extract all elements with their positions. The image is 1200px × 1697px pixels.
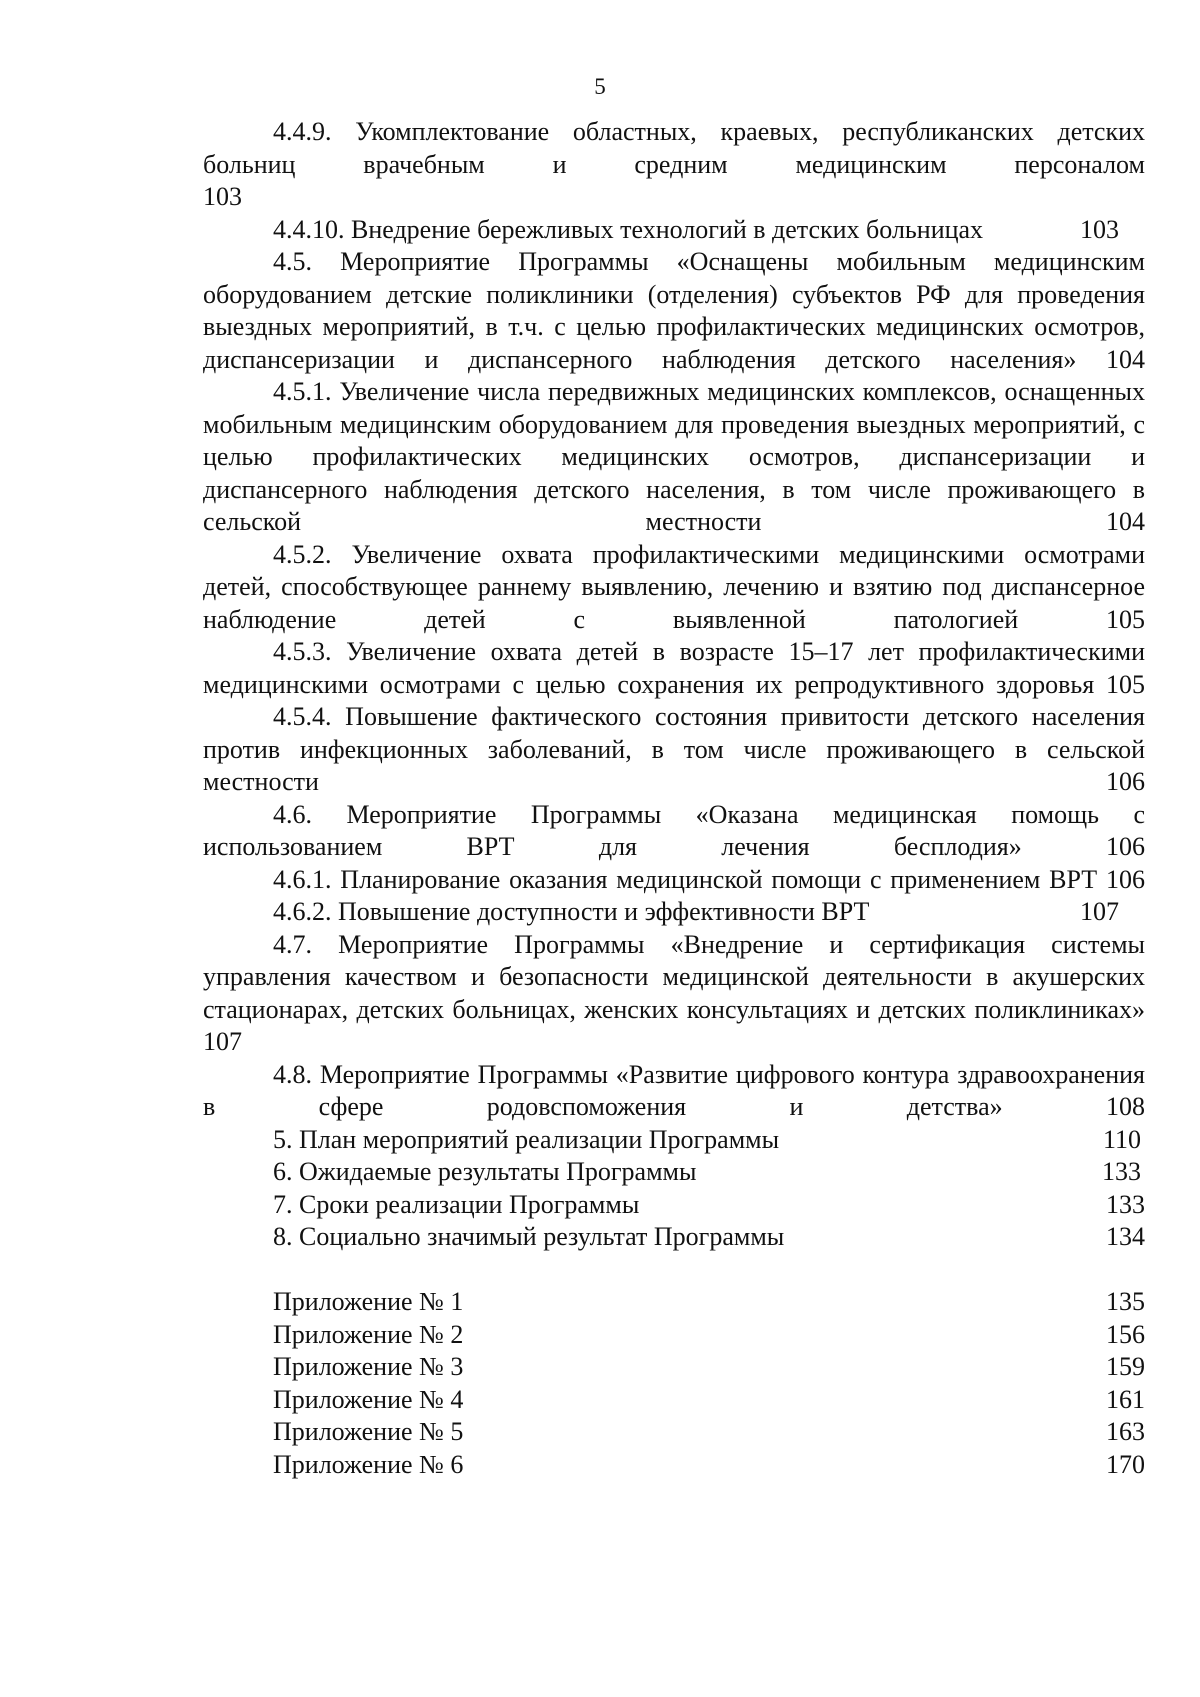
toc-entry-title: 4.5.4. Повышение фактического состояния привитости детского населения против инфекционных заболеваний, в том числе проживающего в сельской местности [203,702,1145,796]
appendix-title: Приложение № 3 [273,1352,464,1381]
toc-appendix-3[interactable] [203,1351,1145,1384]
toc-appendix-6[interactable] [203,1449,1145,1482]
section-spacer [203,1254,1145,1287]
toc-entry-4-8[interactable] [203,1059,1145,1124]
toc-entry-7[interactable] [203,1189,1145,1222]
toc-entry-page: 106 [1106,832,1146,861]
toc-appendix-2[interactable] [203,1319,1145,1352]
toc-entry-page: 107 [1080,897,1119,926]
toc-entry-4-5-1[interactable] [203,376,1145,539]
page-number: 5 [594,74,606,99]
toc-appendix-5[interactable] [203,1416,1145,1449]
toc-entry-title: 4.4.10. Внедрение бережливых технологий в детских больницах [273,214,984,244]
toc-entry-6[interactable] [203,1156,1145,1189]
toc-entry-title: 4.5.2. Увеличение охвата профилактическими медицинскими осмотрами детей, способствующее раннему выявлению, лечению и взятию под диспансерное наблюдение детей с выявленной патологией [203,539,1145,634]
toc-entry-4-5-3[interactable] [203,636,1145,701]
appendix-title: Приложение № 5 [273,1417,464,1446]
toc-entry-page: 103 [203,182,242,211]
toc-entry-5[interactable] [203,1124,1145,1157]
toc-entry-4-6-2[interactable] [203,896,1145,929]
toc-appendix-4[interactable] [203,1384,1145,1417]
appendix-title: Приложение № 1 [273,1287,464,1316]
appendix-page: 163 [1106,1417,1145,1446]
toc-entry-page: 105 [1106,604,1146,634]
toc-entry-title: 7. Сроки реализации Программы [273,1189,640,1219]
appendix-page: 161 [1106,1384,1145,1414]
toc-entry-title: 4.6.2. Повышение доступности и эффективности ВРТ [273,897,870,926]
toc-entry-title: 5. План мероприятий реализации Программы [273,1124,780,1154]
toc-entry-page: 103 [1080,214,1119,244]
toc-entry-page: 134 [1106,1222,1145,1251]
toc-entry-page: 106 [1106,864,1145,894]
toc-entry-page: 104 [1106,344,1145,374]
appendix-title: Приложение № 2 [273,1319,464,1349]
toc-entry-4-7[interactable] [203,929,1145,1059]
toc-entry-page: 133 [1102,1157,1141,1186]
toc-entry-8[interactable] [203,1221,1145,1254]
toc-entry-title: 4.8. Мероприятие Программы «Развитие цифрового контура здравоохранения в сфере родовспоможения и детства» [203,1059,1145,1121]
toc-appendix-1[interactable] [203,1286,1145,1319]
toc-entry-4-4-9[interactable] [203,116,1145,181]
toc-entry-title: 8. Социально значимый результат Программы [273,1222,785,1251]
toc-entry-4-4-9-page-line [203,181,1145,214]
toc-entry-page: 104 [1106,507,1146,536]
toc-entry-title: 4.4.9. Укомплектование областных, краевых, республиканских детских больниц врачебным и средним медицинским персоналом [203,117,1145,179]
toc-entry-4-4-10[interactable] [203,214,1145,247]
toc-entry-page: 133 [1106,1189,1145,1219]
toc-entry-page: 107 [203,1027,242,1056]
appendix-page: 135 [1106,1287,1145,1316]
toc-entry-4-5-2[interactable] [203,539,1145,637]
toc-entry-page: 105 [1106,669,1145,699]
toc-entry-4-5[interactable] [203,246,1145,376]
toc-entry-title: 4.5.1. Увеличение числа передвижных медицинских комплексов, оснащенных мобильным медицинским оборудованием для проведения выездных мероприятий, с целью профилактических медицинских осмотров, диспансеризации и диспансерного наблюдения детского населения, в том числе проживающего в сельской местности [203,377,1145,536]
appendix-title: Приложение № 6 [273,1449,464,1479]
toc-entry-4-5-4[interactable] [203,701,1145,799]
toc-entry-title: 4.7. Мероприятие Программы «Внедрение и сертификация системы управления качеством и безопасности медицинской деятельности в акушерских стационарах, детских больницах, женских консультациях и детских поликлиниках» [203,929,1145,1024]
appendix-page: 170 [1106,1449,1145,1479]
toc-entry-title: 6. Ожидаемые результаты Программы [273,1157,697,1186]
table-of-contents [203,116,1145,1481]
toc-entry-page: 110 [1102,1124,1141,1154]
toc-entry-page: 106 [1106,767,1145,796]
appendix-page: 159 [1106,1352,1145,1381]
toc-entry-4-6-1[interactable] [203,864,1145,897]
toc-entry-title: 4.6. Мероприятие Программы «Оказана медицинская помощь с использованием ВРТ для лечения бесплодия» [203,799,1145,861]
toc-entry-title: 4.6.1. Планирование оказания медицинской помощи с применением ВРТ [273,864,1098,894]
toc-entry-4-6[interactable] [203,799,1145,864]
toc-entry-title: 4.5. Мероприятие Программы «Оснащены мобильным медицинским оборудованием детские поликлиники (отделения) субъектов РФ для проведения выездных мероприятий, в т.ч. с целью профилактических медицинских осмотров, диспансеризации и диспансерного наблюдения детского населения» [203,247,1145,374]
toc-entry-title: 4.5.3. Увеличение охвата детей в возрасте 15–17 лет профилактическими медицинскими осмотрами с целью сохранения их репродуктивного здоровья [203,637,1145,699]
appendix-page: 156 [1106,1319,1145,1349]
appendix-title: Приложение № 4 [273,1384,464,1414]
toc-entry-page: 108 [1106,1092,1145,1121]
